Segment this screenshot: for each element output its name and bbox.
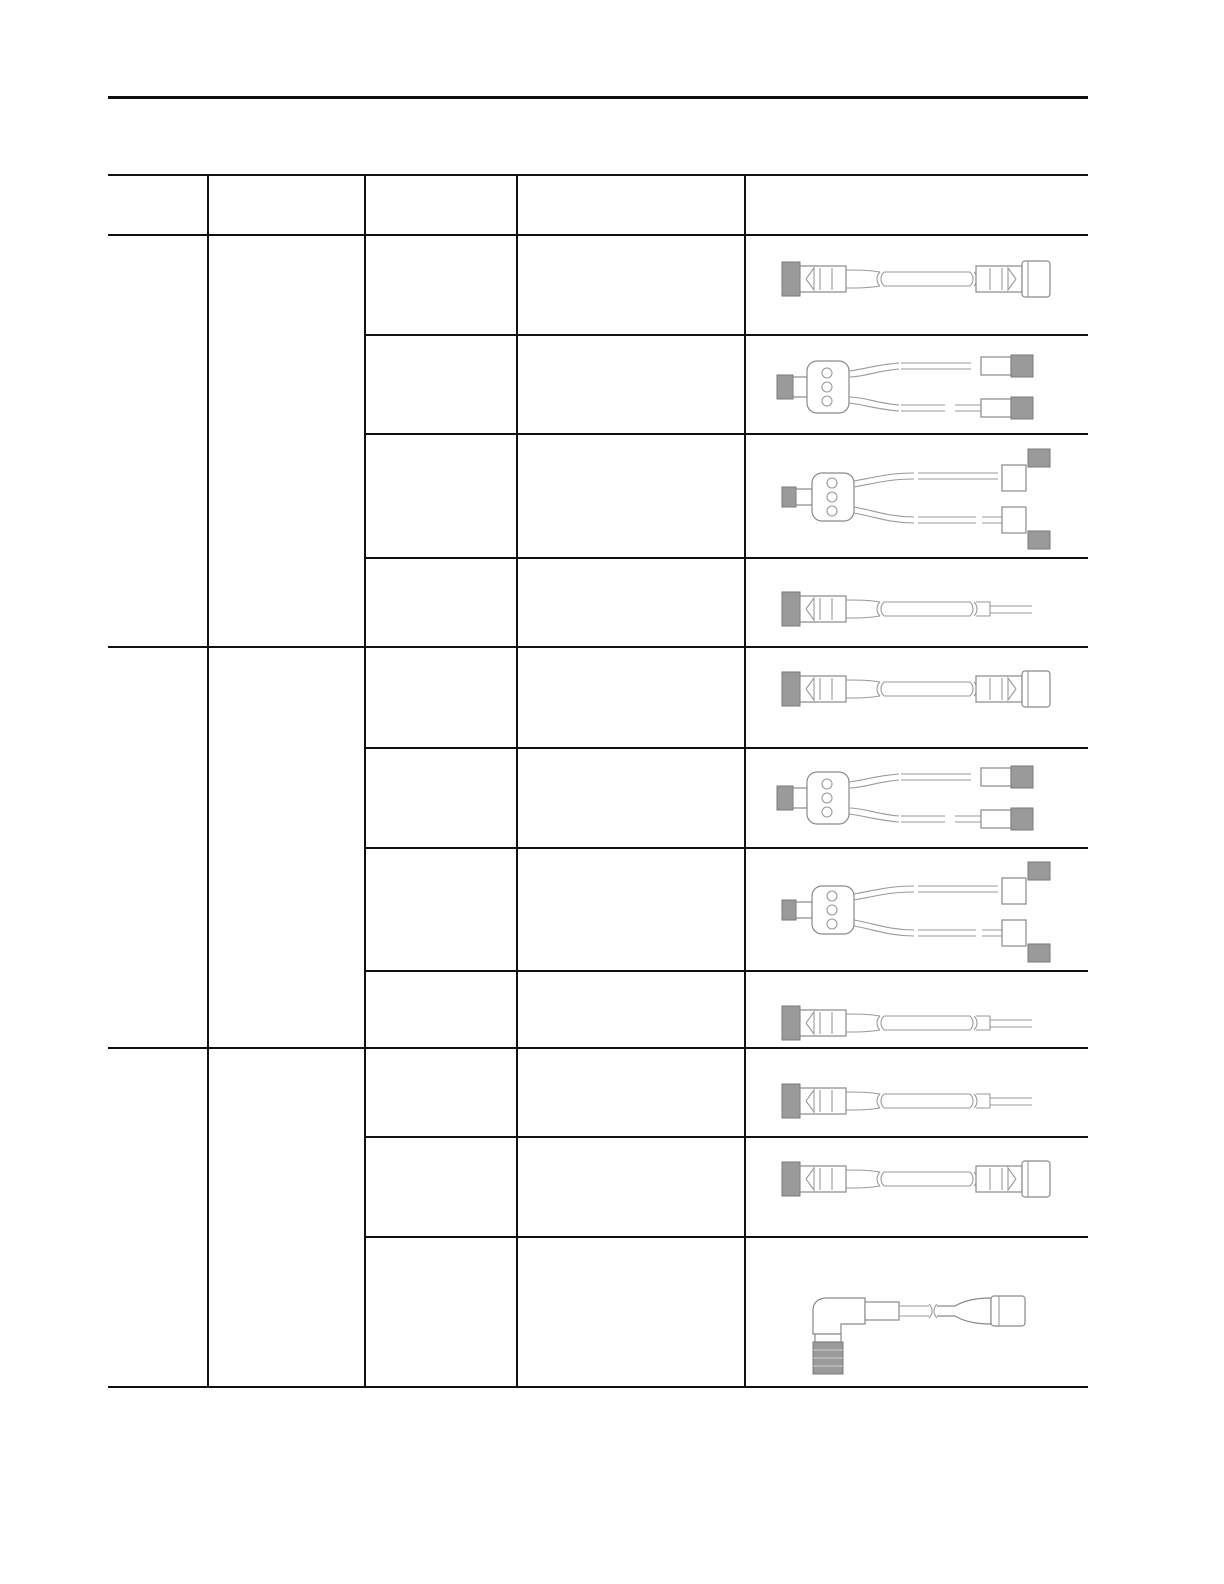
column-divider	[364, 174, 366, 1387]
row-divider	[364, 970, 1088, 972]
y-splitter-right-angle-cable-icon	[780, 447, 1060, 552]
column-divider	[516, 174, 518, 1387]
y-splitter-right-angle-cable-icon	[780, 860, 1060, 965]
table-top-border	[108, 174, 1088, 176]
straight-cordset-icon	[780, 258, 1055, 300]
straight-cordset-icon	[780, 1158, 1055, 1200]
row-divider	[364, 334, 1088, 336]
row-divider	[364, 1136, 1088, 1138]
column-divider	[744, 174, 746, 1387]
row-divider	[364, 1236, 1088, 1238]
y-splitter-cable-icon	[775, 355, 1060, 417]
row-divider	[364, 557, 1088, 559]
group-divider	[108, 1047, 1088, 1049]
row-divider	[364, 747, 1088, 749]
pigtail-cordset-icon	[780, 588, 1040, 630]
page-top-rule	[108, 96, 1088, 99]
table-bottom-border	[108, 1386, 1088, 1388]
group-divider	[108, 646, 1088, 648]
straight-cordset-icon	[780, 668, 1055, 710]
y-splitter-cable-icon	[775, 766, 1060, 828]
pigtail-cordset-icon	[780, 1002, 1040, 1044]
pigtail-cordset-icon	[780, 1080, 1040, 1122]
row-divider	[364, 433, 1088, 435]
header-bottom-border	[108, 234, 1088, 236]
row-divider	[364, 847, 1088, 849]
column-divider	[207, 174, 209, 1387]
right-angle-cordset-icon	[805, 1290, 1035, 1380]
